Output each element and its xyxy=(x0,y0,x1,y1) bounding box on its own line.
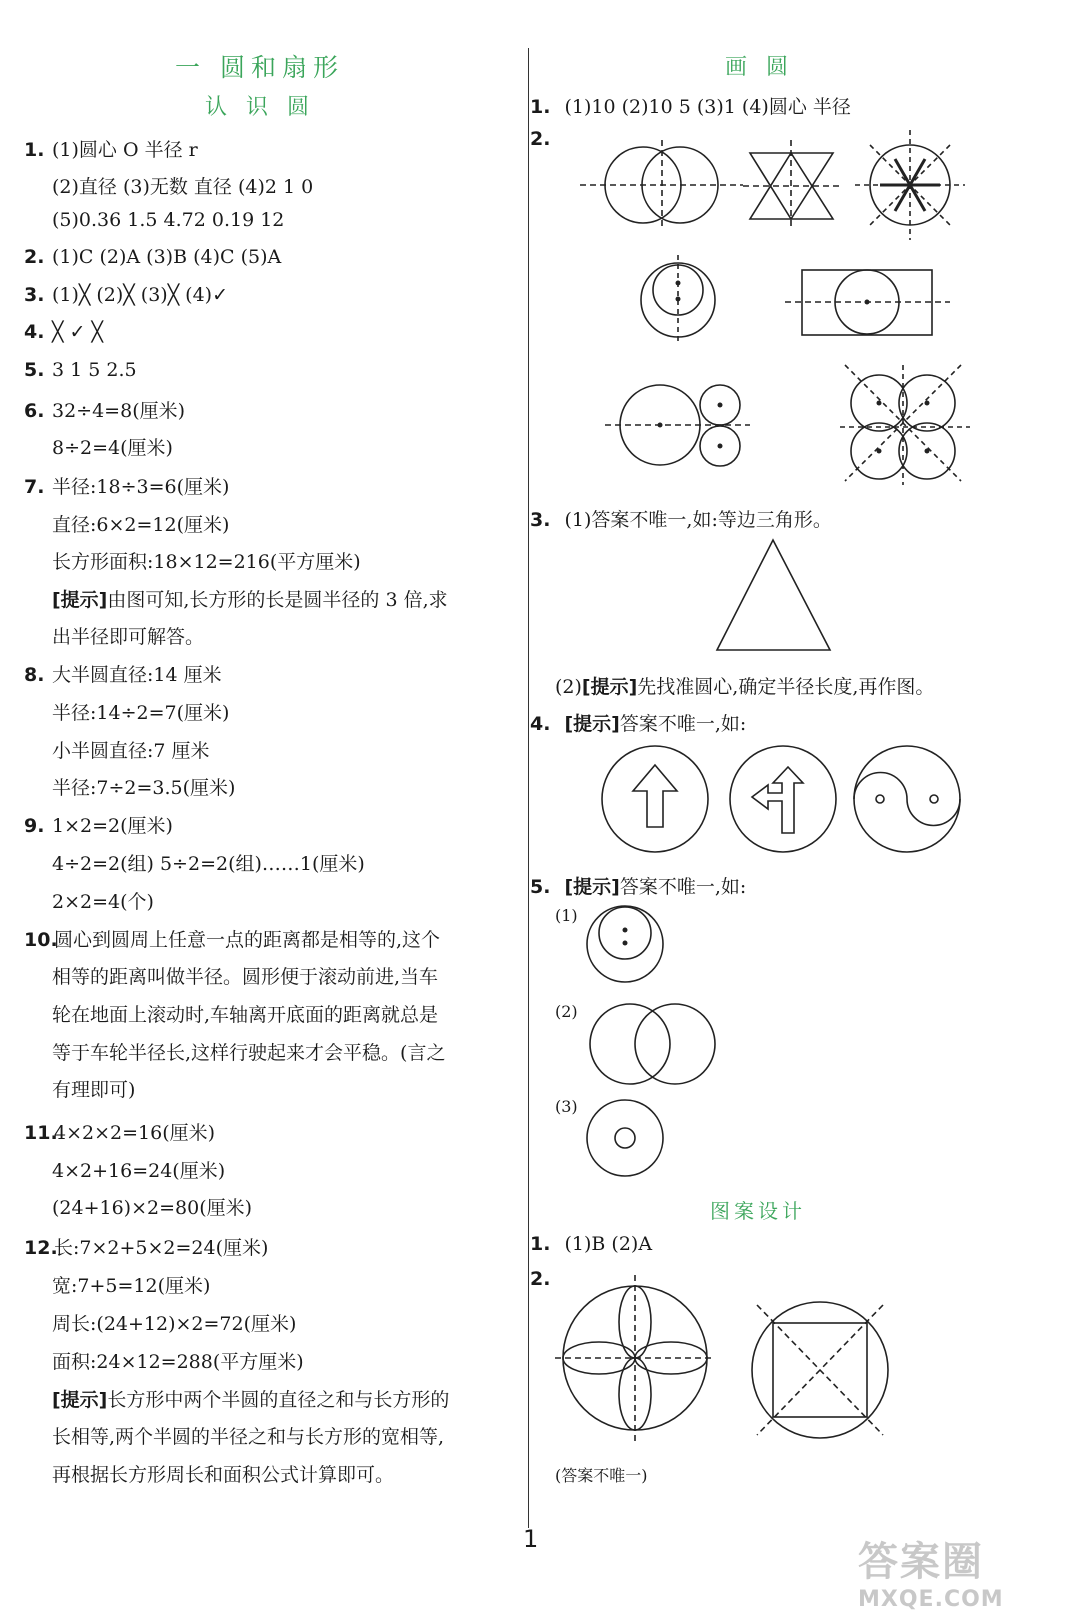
answer-line xyxy=(52,1422,444,1449)
column-divider xyxy=(528,48,529,1528)
q5-label-1: (1) xyxy=(555,906,578,925)
answer-text: 32÷4=8(厘米) xyxy=(52,400,186,422)
answer-text: 4×2+16=24(厘米) xyxy=(52,1160,226,1182)
answer-line xyxy=(52,962,438,989)
hint-label: [提示] xyxy=(52,589,108,611)
answer-line xyxy=(52,1038,445,1065)
question-number: 7. xyxy=(24,476,45,498)
q2-figure-row-1 xyxy=(575,135,1055,235)
answer-text: (1)答案不唯一,如:等边三角形。 xyxy=(564,509,832,531)
design-figures xyxy=(555,1275,995,1455)
answer-text: 由图可知,长方形的长是圆半径的 3 倍,求 xyxy=(107,589,448,611)
note-answer-not-unique: (答案不唯一) xyxy=(555,1466,648,1485)
answer-text: 大半圆直径:14 厘米 xyxy=(52,664,222,686)
q5-label-3: (3) xyxy=(555,1097,578,1116)
answer-3-part-2 xyxy=(555,672,934,699)
question-number: 6. xyxy=(24,400,45,422)
answer-line-numbered xyxy=(24,321,103,343)
answer-text: 2×2=4(个) xyxy=(52,891,154,913)
answer-line-numbered xyxy=(24,284,228,306)
answer-line xyxy=(52,698,229,725)
answer-line xyxy=(52,1075,135,1102)
answer-text: 等于车轮半径长,这样行驶起来才会平稳。(言之 xyxy=(52,1042,446,1064)
answer-line xyxy=(52,547,361,574)
answer-line-numbered xyxy=(24,135,198,162)
answer-text: 再根据长方形周长和面积公式计算即可。 xyxy=(52,1464,395,1486)
answer-text: (24+16)×2=80(厘米) xyxy=(52,1197,253,1219)
answer-line xyxy=(52,1271,210,1298)
answer-text: (1)B (2)A xyxy=(564,1233,653,1255)
answer-line-numbered xyxy=(24,246,281,268)
answer-text: 先找准圆心,确定半径长度,再作图。 xyxy=(637,676,935,698)
answer-5 xyxy=(530,872,746,899)
answer-line-numbered xyxy=(24,660,222,687)
answer-text: 长:7×2+5×2=24(厘米) xyxy=(54,1237,269,1259)
answer-line xyxy=(52,209,284,231)
answer-text: 答案不唯一,如: xyxy=(619,876,747,898)
answer-line-numbered xyxy=(24,359,137,381)
answer-text: 4÷2=2(组) 5÷2=2(组)……1(厘米) xyxy=(52,853,365,875)
answer-line-numbered xyxy=(24,811,173,838)
q5-label-2: (2) xyxy=(555,1002,578,1021)
equilateral-triangle-figure xyxy=(715,535,835,655)
answer-line-numbered xyxy=(24,396,185,423)
answer-line xyxy=(52,736,210,763)
answer-line xyxy=(52,1385,449,1412)
answer-line xyxy=(52,1000,438,1027)
answer-2 xyxy=(530,128,550,150)
question-number: 10. xyxy=(24,929,58,951)
answer-line xyxy=(52,510,229,537)
answer-text: (2)直径 (3)无数 直径 (4)2 1 0 xyxy=(52,176,314,198)
page-number: 1 xyxy=(523,1525,539,1553)
question-number: 3. xyxy=(530,509,551,531)
question-number: 12. xyxy=(24,1237,58,1259)
question-number: 2. xyxy=(530,128,551,150)
answer-text: 出半径即可解答。 xyxy=(52,626,205,648)
hint-label: [提示] xyxy=(52,1389,108,1411)
question-number: 5. xyxy=(24,359,45,381)
answer-line xyxy=(52,1193,252,1220)
question-number: 11. xyxy=(24,1122,58,1144)
answer-line xyxy=(52,887,154,914)
question-number: 1. xyxy=(530,1233,551,1255)
section-title-pattern-design: 图案设计 xyxy=(710,1199,806,1223)
q2-figure-row-3 xyxy=(605,365,1005,485)
watermark-url: MXQE.COM xyxy=(858,1587,1004,1612)
answer-line xyxy=(52,1347,304,1374)
answer-line-numbered xyxy=(24,1118,215,1145)
q5-figure-3 xyxy=(585,1095,675,1185)
answer-text: 长方形中两个半圆的直径之和与长方形的 xyxy=(107,1389,450,1411)
question-number: 8. xyxy=(24,664,45,686)
answer-text: 长方形面积:18×12=216(平方厘米) xyxy=(52,551,361,573)
answer-line xyxy=(52,585,448,612)
answer-text: 长相等,两个半圆的半径之和与长方形的宽相等, xyxy=(52,1426,445,1448)
answer-line xyxy=(52,622,204,649)
answer-line xyxy=(52,773,235,800)
question-number: 2. xyxy=(530,1268,551,1290)
answer-line xyxy=(52,1309,296,1336)
answer-text: 答案不唯一,如: xyxy=(619,713,747,735)
answer-text: 周长:(24+12)×2=72(厘米) xyxy=(52,1313,297,1335)
chapter-title: 一 圆和扇形 xyxy=(175,53,344,82)
q5-figure-1 xyxy=(585,900,675,990)
question-number: 4. xyxy=(24,321,45,343)
section-title-draw-circle: 画 圆 xyxy=(725,55,794,80)
design-answer-1 xyxy=(530,1233,652,1255)
answer-text: ╳ ✓ ╳ xyxy=(52,321,103,343)
part-label: (2) xyxy=(555,676,582,698)
answer-line xyxy=(52,1156,225,1183)
answer-text: 面积:24×12=288(平方厘米) xyxy=(52,1351,304,1373)
answer-4 xyxy=(530,709,746,736)
answer-line xyxy=(52,433,173,460)
answer-line xyxy=(52,849,365,876)
question-number: 4. xyxy=(530,713,551,735)
answer-text: 轮在地面上滚动时,车轴离开底面的距离就总是 xyxy=(52,1004,439,1026)
answer-text: 半径:7÷2=3.5(厘米) xyxy=(52,777,236,799)
section-title-recognize-circle: 认 识 圆 xyxy=(205,95,315,120)
answer-text: 有理即可) xyxy=(52,1079,136,1101)
answer-text: 半径:14÷2=7(厘米) xyxy=(52,702,230,724)
answer-text: 圆心到圆周上任意一点的距离都是相等的,这个 xyxy=(54,929,441,951)
question-number: 9. xyxy=(24,815,45,837)
answer-text: 小半圆直径:7 厘米 xyxy=(52,740,210,762)
hint-label: [提示] xyxy=(564,713,620,735)
answer-line-numbered xyxy=(24,925,440,952)
answer-text: (5)0.36 1.5 4.72 0.19 12 xyxy=(52,209,285,231)
q4-figures xyxy=(600,745,1000,855)
question-number: 5. xyxy=(530,876,551,898)
question-number: 2. xyxy=(24,246,45,268)
watermark-text: 答案圈 xyxy=(858,1539,984,1585)
answer-line-numbered xyxy=(24,472,229,499)
answer-line xyxy=(52,172,313,199)
answer-text: 1×2=2(厘米) xyxy=(52,815,173,837)
q5-figure-2 xyxy=(585,1000,725,1090)
answer-text: 相等的距离叫做半径。圆形便于滚动前进,当车 xyxy=(52,966,439,988)
answer-3 xyxy=(530,505,832,532)
answer-text: 8÷2=4(厘米) xyxy=(52,437,173,459)
question-number: 1. xyxy=(24,139,45,161)
q2-figure-row-2 xyxy=(630,255,1010,345)
answer-text: 3 1 5 2.5 xyxy=(52,359,137,381)
hint-label: [提示] xyxy=(564,876,620,898)
answer-text: 宽:7+5=12(厘米) xyxy=(52,1275,211,1297)
answer-text: (1)C (2)A (3)B (4)C (5)A xyxy=(52,246,282,268)
answer-text: (1)圆心 O 半径 r xyxy=(52,139,198,161)
question-number: 3. xyxy=(24,284,45,306)
question-number: 1. xyxy=(530,96,551,118)
answer-1 xyxy=(530,92,851,119)
answer-line-numbered xyxy=(24,1233,268,1260)
answer-text: 直径:6×2=12(厘米) xyxy=(52,514,230,536)
answer-text: (1)╳ (2)╳ (3)╳ (4)✓ xyxy=(52,284,229,306)
answer-line xyxy=(52,1460,394,1487)
answer-text: 半径:18÷3=6(厘米) xyxy=(52,476,230,498)
answer-text: 4×2×2=16(厘米) xyxy=(54,1122,216,1144)
design-answer-2 xyxy=(530,1268,550,1290)
answer-text: (1)10 (2)10 5 (3)1 (4)圆心 半径 xyxy=(564,96,851,118)
hint-label: [提示] xyxy=(581,676,638,698)
